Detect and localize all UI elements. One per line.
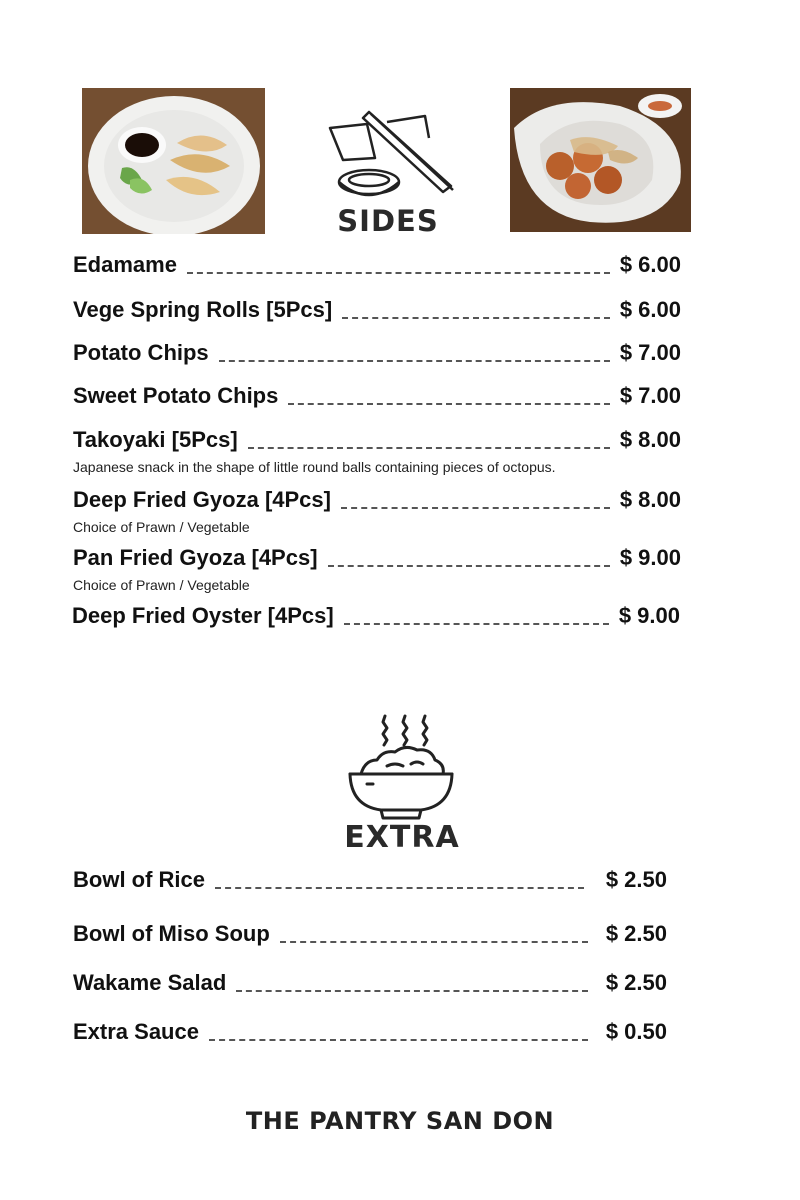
menu-item <box>73 427 681 457</box>
dotted-leader <box>236 990 588 992</box>
chopsticks-soy-dish-icon <box>325 110 460 210</box>
item-name: Potato Chips <box>73 340 209 365</box>
dotted-leader <box>342 317 610 319</box>
dotted-leader <box>344 623 609 625</box>
item-name: Deep Fried Gyoza [4Pcs] <box>73 487 331 512</box>
item-price: $ 7.00 <box>619 340 681 365</box>
item-name: Extra Sauce <box>73 1019 199 1044</box>
menu-item <box>73 487 681 517</box>
item-price: $ 9.00 <box>618 603 680 628</box>
menu-item <box>73 970 667 1000</box>
item-name: Wakame Salad <box>73 970 227 995</box>
dotted-leader <box>187 272 610 274</box>
item-name: Bowl of Miso Soup <box>73 921 270 946</box>
item-name: Deep Fried Oyster [4Pcs] <box>72 603 334 628</box>
item-description: Japanese snack in the shape of little round balls containing pieces of octopus. <box>73 459 556 475</box>
menu-item <box>73 297 681 327</box>
item-price: $ 7.00 <box>619 383 681 408</box>
menu-item <box>73 921 667 951</box>
item-price: $ 6.00 <box>619 252 681 277</box>
item-name: Edamame <box>73 252 177 277</box>
dotted-leader <box>341 507 610 509</box>
item-price: $ 8.00 <box>619 487 681 512</box>
section-title-extra: EXTRA <box>344 820 460 855</box>
dotted-leader <box>215 887 584 889</box>
item-price: $ 2.50 <box>605 867 667 892</box>
steaming-rice-bowl-icon <box>345 712 457 822</box>
restaurant-name: THE PANTRY SAN DON <box>245 1107 555 1135</box>
section-title-sides: SIDES <box>337 204 439 238</box>
item-name: Pan Fried Gyoza [4Pcs] <box>73 545 318 570</box>
item-name: Sweet Potato Chips <box>73 383 279 408</box>
item-price: $ 9.00 <box>619 545 681 570</box>
item-price: $ 0.50 <box>605 1019 667 1044</box>
menu-item <box>72 603 680 633</box>
menu-item <box>73 252 681 282</box>
menu-item <box>73 340 681 370</box>
dotted-leader <box>209 1039 588 1041</box>
menu-item <box>73 383 681 413</box>
item-price: $ 8.00 <box>619 427 681 452</box>
dotted-leader <box>248 447 610 449</box>
dotted-leader <box>219 360 610 362</box>
item-price: $ 2.50 <box>605 921 667 946</box>
menu-item <box>73 1019 667 1049</box>
dotted-leader <box>288 403 609 405</box>
item-name: Vege Spring Rolls [5Pcs] <box>73 297 333 322</box>
menu-item <box>73 867 667 897</box>
item-price: $ 2.50 <box>605 970 667 995</box>
item-name: Bowl of Rice <box>73 867 206 892</box>
item-description: Choice of Prawn / Vegetable <box>73 577 250 593</box>
item-description: Choice of Prawn / Vegetable <box>73 519 250 535</box>
item-price: $ 6.00 <box>619 297 681 322</box>
dotted-leader <box>280 941 588 943</box>
menu-item <box>73 545 681 575</box>
item-name: Takoyaki [5Pcs] <box>73 427 238 452</box>
dotted-leader <box>328 565 610 567</box>
